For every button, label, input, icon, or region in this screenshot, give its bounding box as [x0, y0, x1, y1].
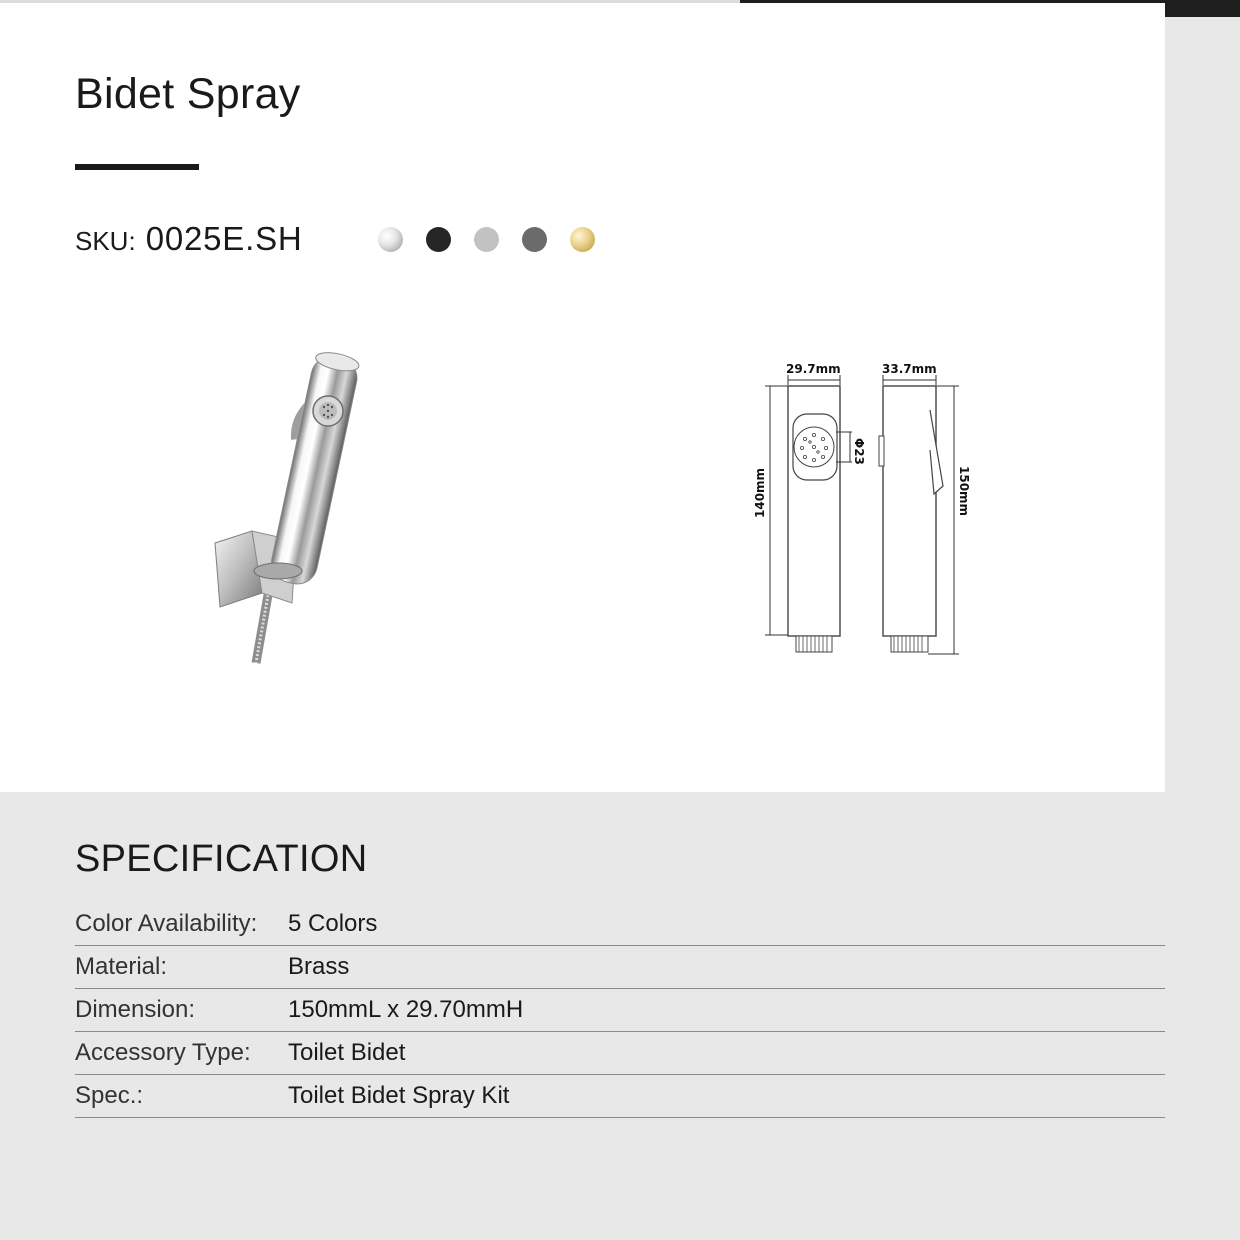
page-title: Bidet Spray	[75, 70, 301, 118]
sku-label: SKU:	[75, 226, 136, 256]
spec-row	[75, 1075, 1165, 1118]
title-underline	[75, 164, 199, 170]
technical-drawing	[740, 350, 980, 670]
front-height-label: 140mm	[753, 467, 767, 518]
spec-key: Accessory Type:	[75, 1039, 251, 1066]
sku-line	[75, 220, 303, 260]
specification-title: SPECIFICATION	[75, 838, 368, 880]
swatch-gunmetal[interactable]	[522, 227, 547, 252]
color-swatches	[378, 227, 618, 252]
swatch-brushed-gold[interactable]	[570, 227, 595, 252]
side-view	[883, 386, 936, 636]
nozzle-diameter-label: Φ23	[852, 438, 866, 465]
spec-value: Brass	[288, 953, 350, 980]
spec-row	[75, 946, 1165, 989]
spec-key: Material:	[75, 953, 168, 980]
spec-key: Dimension:	[75, 996, 196, 1023]
spec-value: Toilet Bidet	[288, 1039, 406, 1066]
spec-row	[75, 989, 1165, 1032]
side-strip	[1165, 17, 1240, 792]
sku-value: 0025E.SH	[145, 220, 303, 257]
front-width-label: 29.7mm	[786, 362, 841, 376]
spec-row	[75, 1032, 1165, 1075]
swatch-chrome[interactable]	[378, 227, 403, 252]
product-panel	[0, 3, 1165, 792]
spec-value: Toilet Bidet Spray Kit	[288, 1082, 510, 1109]
swatch-brushed-nickel[interactable]	[474, 227, 499, 252]
spec-key: Color Availability:	[75, 910, 258, 937]
spec-key: Spec.:	[75, 1082, 144, 1109]
specification-table	[75, 903, 1165, 1118]
product-image	[200, 345, 370, 670]
spec-value: 5 Colors	[288, 910, 378, 937]
spec-row	[75, 903, 1165, 946]
side-height-label: 150mm	[957, 466, 971, 517]
swatch-matte-black[interactable]	[426, 227, 451, 252]
spray-handle	[268, 353, 361, 588]
hose	[256, 595, 268, 663]
side-width-label: 33.7mm	[882, 362, 937, 376]
spec-value: 150mmL x 29.70mmH	[288, 996, 524, 1023]
